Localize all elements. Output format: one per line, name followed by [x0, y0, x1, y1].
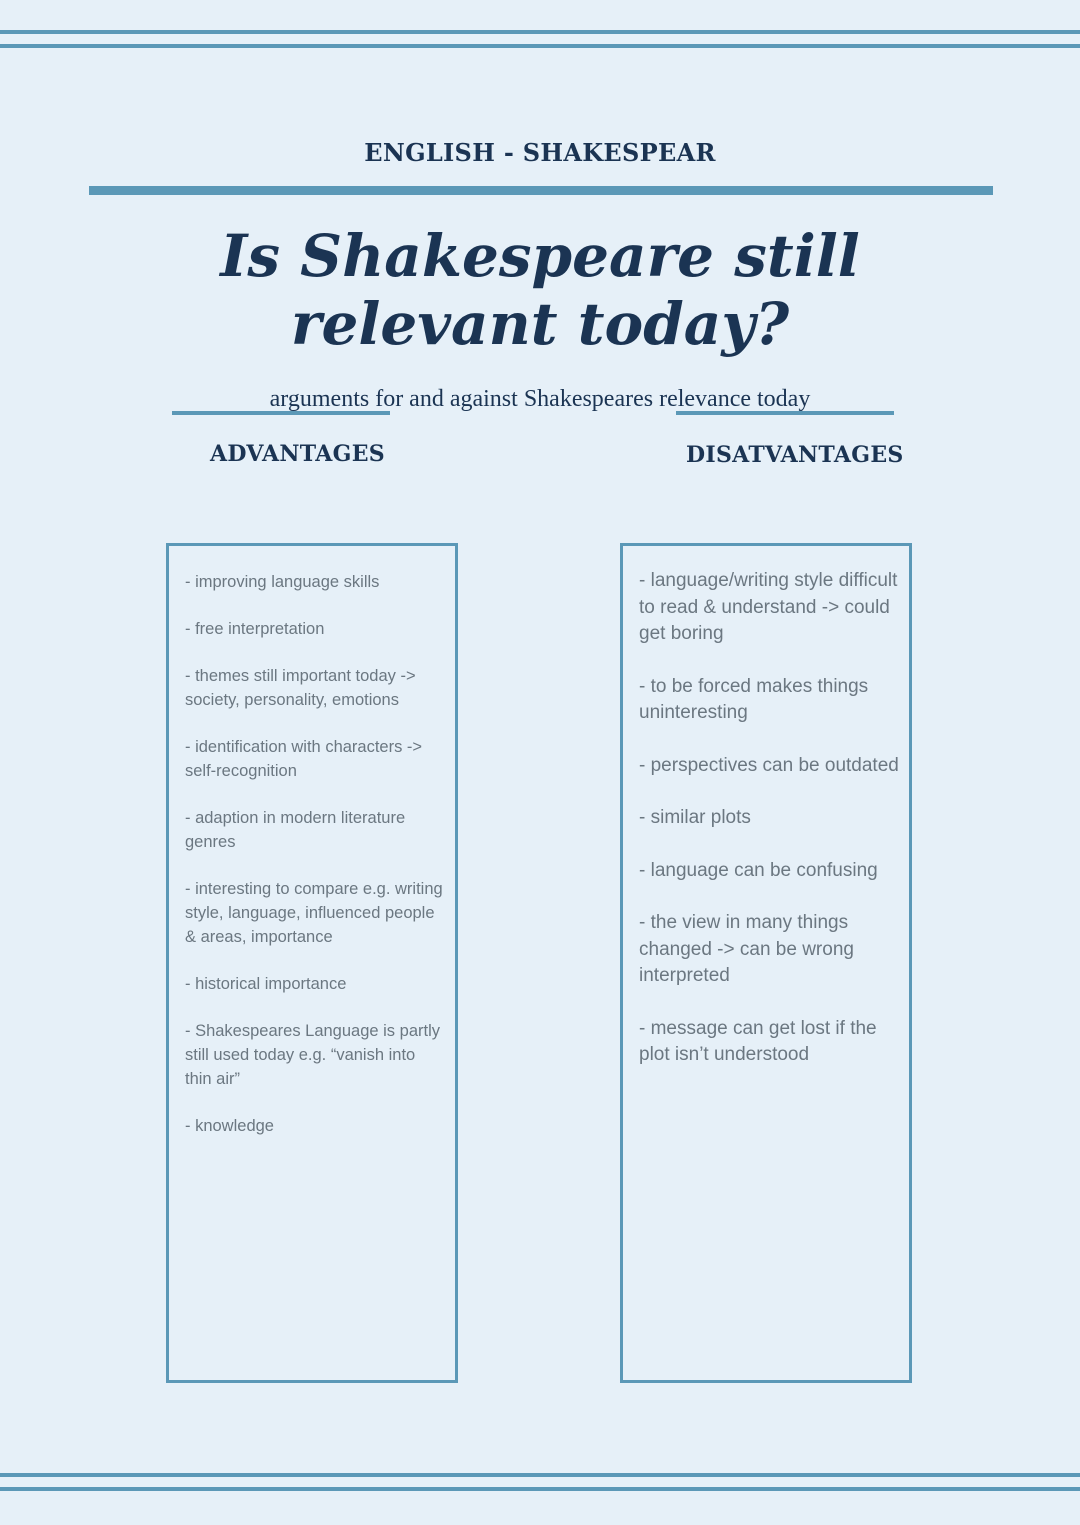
disadvantages-heading: DISATVANTAGES	[686, 442, 904, 468]
subject-label: ENGLISH - SHAKESPEAR	[364, 138, 716, 167]
title-line-1: Is Shakespeare still	[220, 222, 860, 290]
advantage-item: - Shakespeares Language is partly still used today e.g. “vanish into thin air”	[185, 1022, 440, 1088]
page-title	[0, 222, 1080, 358]
advantage-item: - adaption in modern literature genres	[185, 809, 406, 851]
advantage-item: - free interpretation	[185, 620, 325, 638]
advantage-item: - historical importance	[185, 975, 347, 993]
disadvantage-item: - language can be confusing	[639, 859, 878, 881]
disadvantage-item: - to be forced makes things uninteresting	[639, 675, 869, 723]
advantages-heading: ADVANTAGES	[210, 441, 385, 467]
advantage-item: - identification with characters -> self-recognition	[185, 738, 423, 780]
disadvantages-box	[620, 543, 912, 1383]
disadvantage-item: - similar plots	[639, 807, 751, 828]
advantage-item: - interesting to compare e.g. writing style, language, influenced people & areas, importance	[185, 880, 443, 946]
subtitle: arguments for and against Shakespeares relevance today	[269, 386, 811, 412]
disadvantage-item: - perspectives can be outdated	[639, 754, 899, 776]
advantage-item: - knowledge	[185, 1117, 274, 1135]
advantage-item: - themes still important today -> society, personality, emotions	[185, 667, 416, 709]
advantage-item: - improving language skills	[185, 573, 380, 591]
disadvantage-item: - the view in many things changed -> can be wrong interpreted	[639, 912, 854, 986]
disadvantage-item: - language/writing style difficult to read & understand -> could get boring	[639, 570, 898, 644]
advantages-box	[166, 543, 458, 1383]
title-rule	[89, 186, 993, 195]
title-line-2: relevant today?	[290, 290, 790, 358]
top-border-line-2	[0, 44, 1080, 48]
disadvantage-item: - message can get lost if the plot isn’t understood	[639, 1017, 877, 1065]
bottom-border-line-2	[0, 1487, 1080, 1491]
bottom-border-line-1	[0, 1473, 1080, 1477]
top-border-line-1	[0, 30, 1080, 34]
